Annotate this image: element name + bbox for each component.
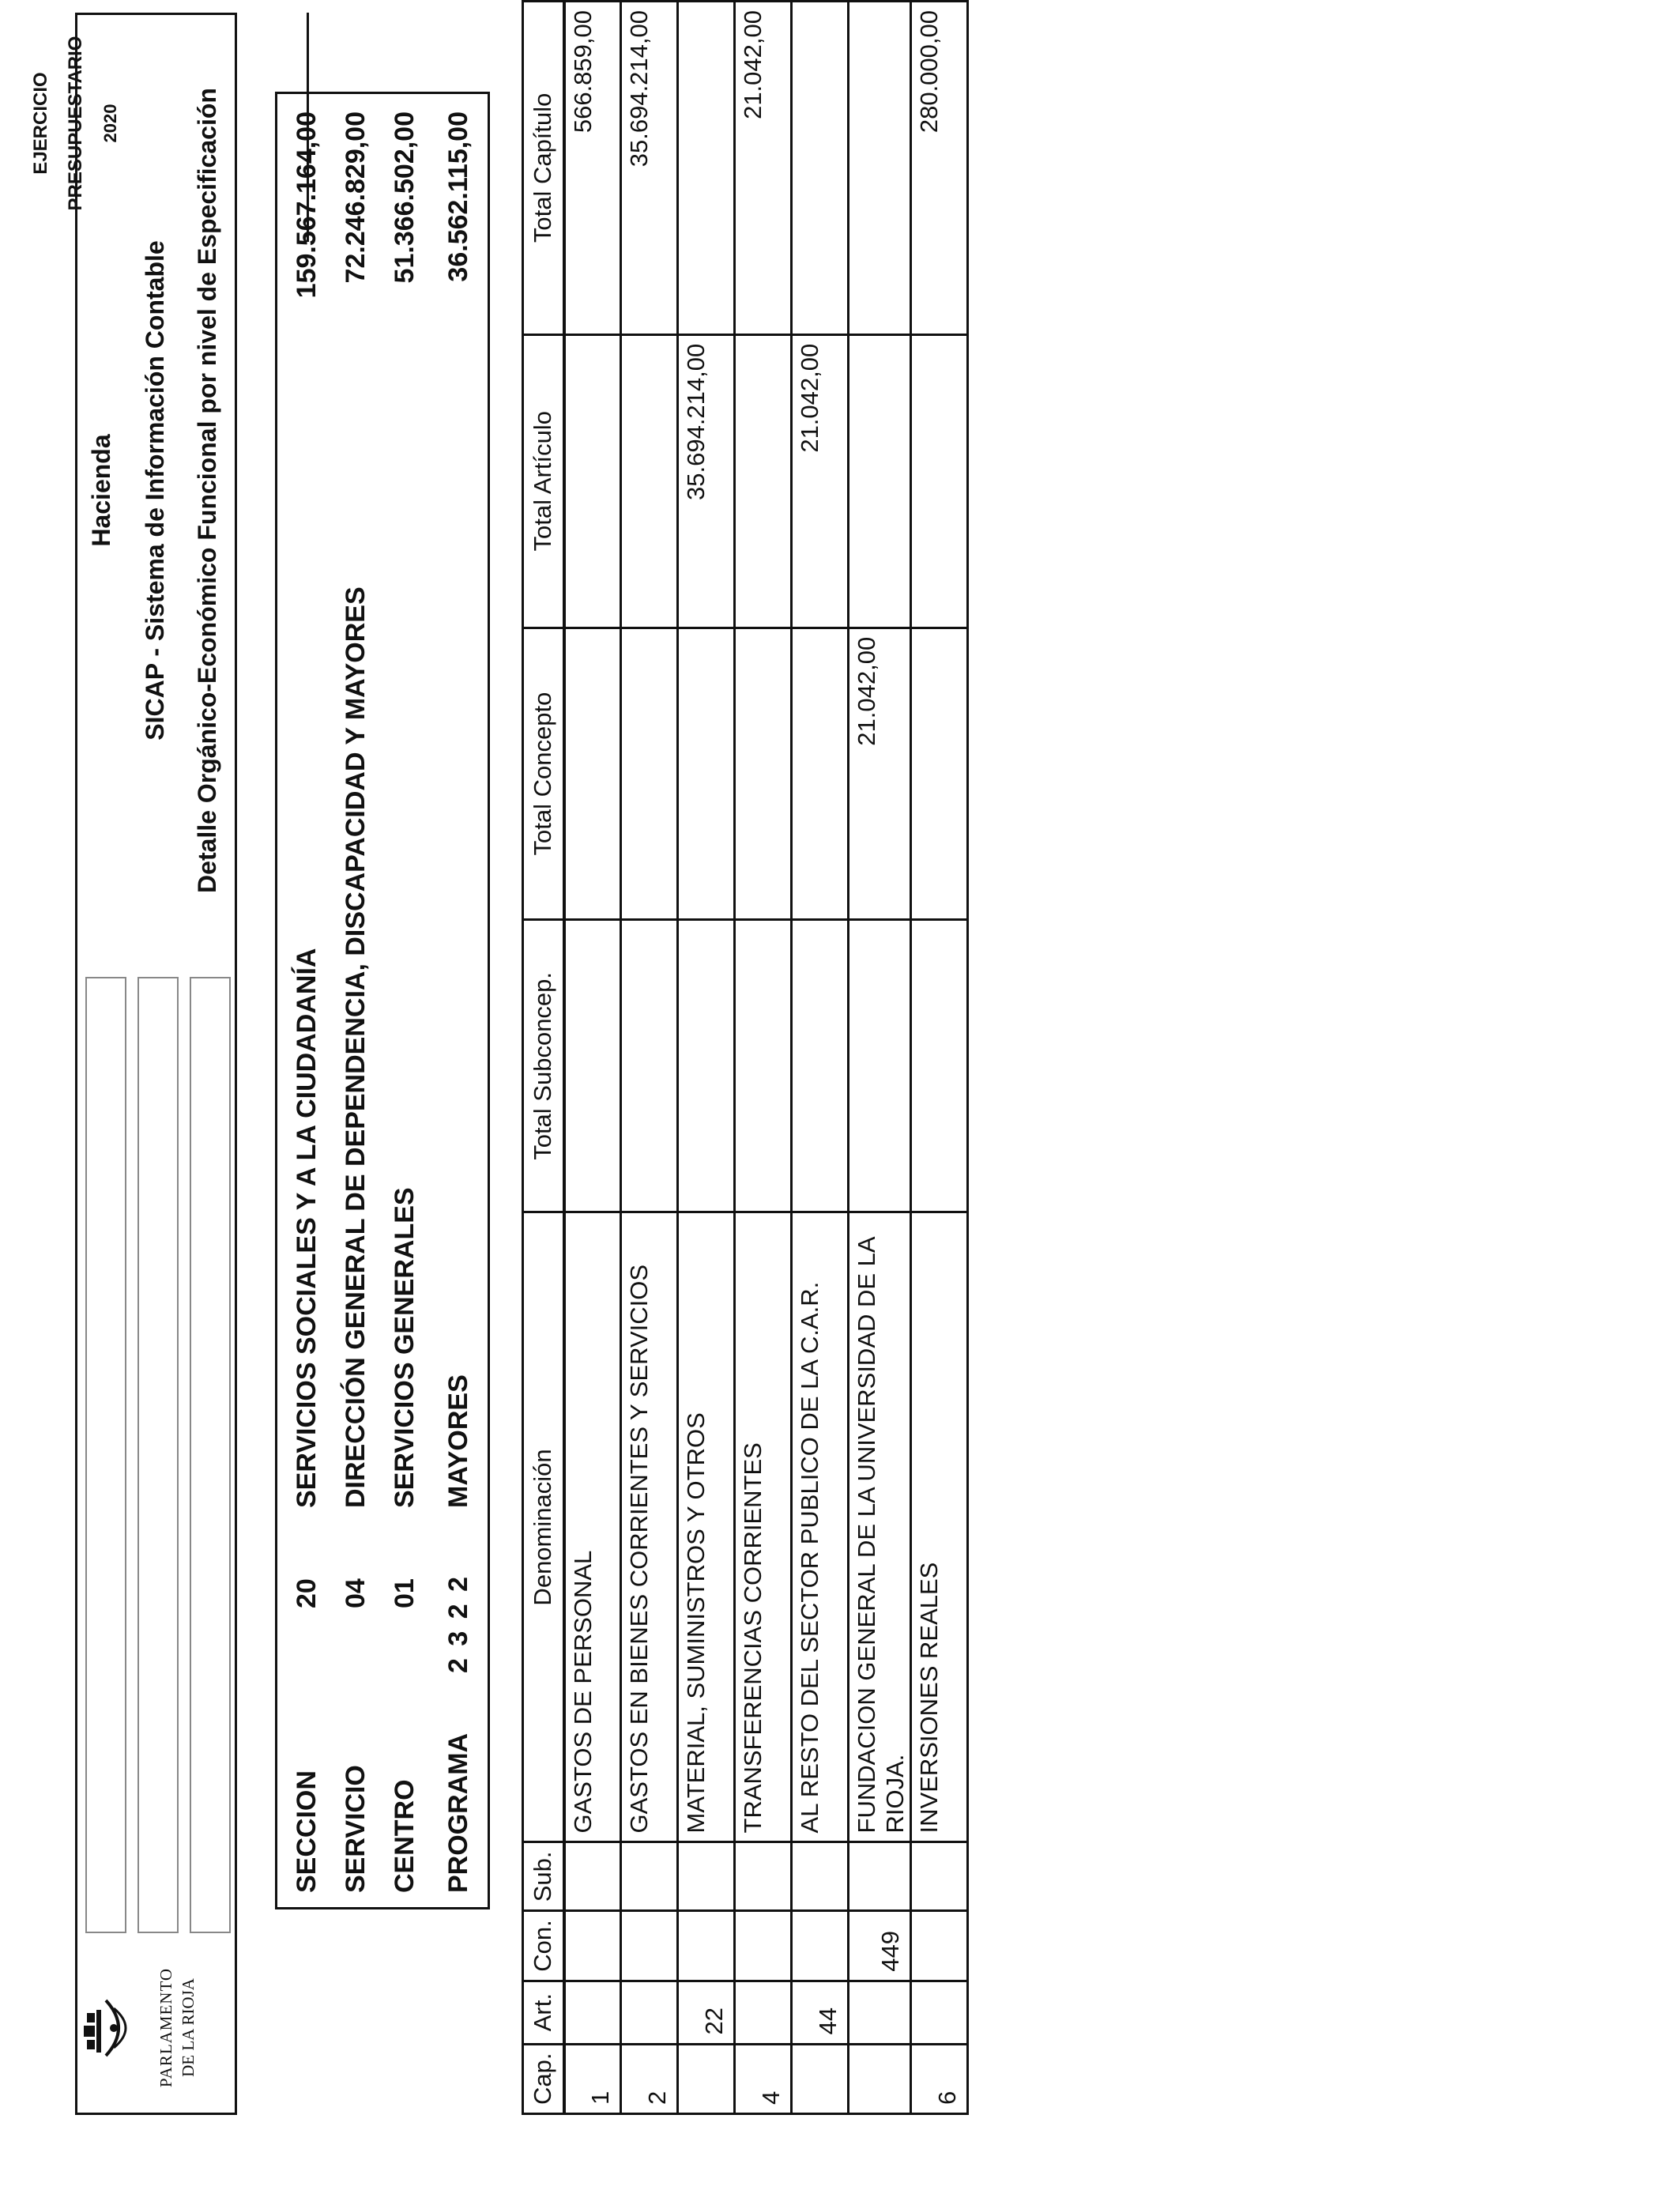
col-header-sub: Sub. <box>523 1842 564 1911</box>
cell-art <box>849 1981 911 2044</box>
cell-tart <box>735 334 792 628</box>
cell-tcap: 35.694.214,00 <box>621 2 678 335</box>
org-summary <box>275 92 490 1909</box>
cell-den: FUNDACION GENERAL DE LA UNIVERSIDAD DE LA RIOJA. <box>849 1212 911 1842</box>
org-name: SERVICIOS GENERALES <box>390 1187 420 1508</box>
header-title-2: SICAP - Sistema de Información Contable <box>141 240 169 741</box>
cell-tcon <box>792 628 849 920</box>
cell-con <box>911 1911 968 1981</box>
cell-tart: 35.694.214,00 <box>678 334 735 628</box>
org-code: 20 <box>292 1578 322 1608</box>
table-header-row <box>523 2 564 2114</box>
header-field-1 <box>85 977 126 1933</box>
cell-tcap: 21.042,00 <box>735 2 792 335</box>
table-row <box>849 2 911 2114</box>
cell-cap <box>792 2044 849 2113</box>
cell-tcap: 566.859,00 <box>564 2 621 335</box>
org-label: CENTRO <box>390 1779 420 1893</box>
cell-tart: 21.042,00 <box>792 334 849 628</box>
cell-con <box>678 1911 735 1981</box>
cell-tart <box>911 334 968 628</box>
cell-tcon: 21.042,00 <box>849 628 911 920</box>
cell-cap <box>678 2044 735 2113</box>
col-header-cap: Cap. <box>523 2044 564 2113</box>
cell-con <box>792 1911 849 1981</box>
cell-sub <box>621 1842 678 1911</box>
cell-sub <box>911 1842 968 1911</box>
cell-tcon <box>678 628 735 920</box>
org-code: 04 <box>341 1578 371 1608</box>
cell-art <box>735 1981 792 2044</box>
table-row <box>621 2 678 2114</box>
cell-con <box>735 1911 792 1981</box>
cell-tcon <box>735 628 792 920</box>
org-name: MAYORES <box>443 1374 473 1508</box>
cell-tcon <box>564 628 621 920</box>
cell-cap: 4 <box>735 2044 792 2113</box>
cell-con <box>564 1911 621 1981</box>
col-header-tsub: Total Subconcep. <box>523 920 564 1212</box>
org-amount: 159.567.164,00 <box>292 111 322 299</box>
cell-cap: 6 <box>911 2044 968 2113</box>
cell-art: 44 <box>792 1981 849 2044</box>
header-field-2 <box>137 977 179 1933</box>
logo-line-1: PARLAMENTO <box>156 1967 175 2088</box>
cell-tcap <box>849 2 911 335</box>
header-title-1: Hacienda <box>87 434 115 547</box>
table-row <box>564 2 621 2114</box>
fiscal-year-label-1: EJERCICIO <box>30 72 51 175</box>
fiscal-year-label-2: PRESUPUESTARIO <box>65 36 86 211</box>
budget-table <box>522 0 969 2115</box>
fiscal-year-value: 2020 <box>100 104 120 143</box>
cell-den: AL RESTO DEL SECTOR PUBLICO DE LA C.A.R. <box>792 1212 849 1842</box>
header-title-3: Detalle Orgánico-Económico Funcional por nivel de Especificación <box>193 88 221 893</box>
cell-sub <box>564 1842 621 1911</box>
cell-tcap <box>792 2 849 335</box>
org-code: 2 3 2 2 <box>443 1577 473 1673</box>
cell-tsub <box>678 920 735 1212</box>
cell-tart <box>621 334 678 628</box>
cell-con <box>621 1911 678 1981</box>
org-code: 01 <box>390 1578 420 1608</box>
org-label: PROGRAMA <box>443 1732 473 1893</box>
col-header-con: Con. <box>523 1911 564 1981</box>
cell-tcap: 280.000,00 <box>911 2 968 335</box>
cell-tsub <box>621 920 678 1212</box>
header-field-3 <box>190 977 231 1933</box>
col-header-art: Art. <box>523 1981 564 2044</box>
cell-tcap <box>678 2 735 335</box>
org-row-programa <box>443 94 491 1907</box>
cell-sub <box>849 1842 911 1911</box>
report-header <box>75 13 237 2115</box>
org-row-seccion <box>292 94 339 1907</box>
col-header-den: Denominación <box>523 1212 564 1842</box>
table-row <box>678 2 735 2114</box>
cell-den: MATERIAL, SUMINISTROS Y OTROS <box>678 1212 735 1842</box>
cell-tsub <box>564 920 621 1212</box>
cell-tsub <box>792 920 849 1212</box>
cell-den: TRANSFERENCIAS CORRIENTES <box>735 1212 792 1842</box>
cell-cap <box>849 2044 911 2113</box>
cell-den: INVERSIONES REALES <box>911 1212 968 1842</box>
org-row-servicio <box>341 94 388 1907</box>
org-label: SECCION <box>292 1770 322 1893</box>
cell-tart <box>849 334 911 628</box>
org-amount: 51.366.502,00 <box>390 111 420 284</box>
cell-art <box>564 1981 621 2044</box>
cell-art: 22 <box>678 1981 735 2044</box>
org-amount: 72.246.829,00 <box>341 111 371 284</box>
table-row <box>792 2 849 2114</box>
cell-con: 449 <box>849 1911 911 1981</box>
cell-cap: 1 <box>564 2044 621 2113</box>
org-amount: 36.562.115,00 <box>443 111 473 282</box>
org-label: SERVICIO <box>341 1765 371 1893</box>
table-row <box>735 2 792 2114</box>
cell-tsub <box>911 920 968 1212</box>
cell-sub <box>678 1842 735 1911</box>
cell-art <box>621 1981 678 2044</box>
col-header-tcon: Total Concepto <box>523 628 564 920</box>
parliament-crest-icon <box>82 1992 145 2064</box>
logo-area <box>77 1943 235 2113</box>
col-header-tart: Total Artículo <box>523 334 564 628</box>
cell-tsub <box>849 920 911 1212</box>
cell-cap: 2 <box>621 2044 678 2113</box>
org-row-centro <box>390 94 437 1907</box>
logo-line-2: DE LA RIOJA <box>179 1978 198 2077</box>
cell-den: GASTOS EN BIENES CORRIENTES Y SERVICIOS <box>621 1212 678 1842</box>
cell-tcon <box>911 628 968 920</box>
cell-tsub <box>735 920 792 1212</box>
cell-den: GASTOS DE PERSONAL <box>564 1212 621 1842</box>
org-name: DIRECCIÓN GENERAL DE DEPENDENCIA, DISCAPACIDAD Y MAYORES <box>341 586 371 1508</box>
cell-tart <box>564 334 621 628</box>
fiscal-year-block <box>24 13 128 234</box>
header-fields <box>77 971 235 1943</box>
col-header-tcap: Total Capítulo <box>523 2 564 335</box>
cell-art <box>911 1981 968 2044</box>
cell-tcon <box>621 628 678 920</box>
cell-sub <box>735 1842 792 1911</box>
table-row <box>911 2 968 2114</box>
cell-sub <box>792 1842 849 1911</box>
org-name: SERVICIOS SOCIALES Y A LA CIUDADANÍA <box>292 948 322 1508</box>
